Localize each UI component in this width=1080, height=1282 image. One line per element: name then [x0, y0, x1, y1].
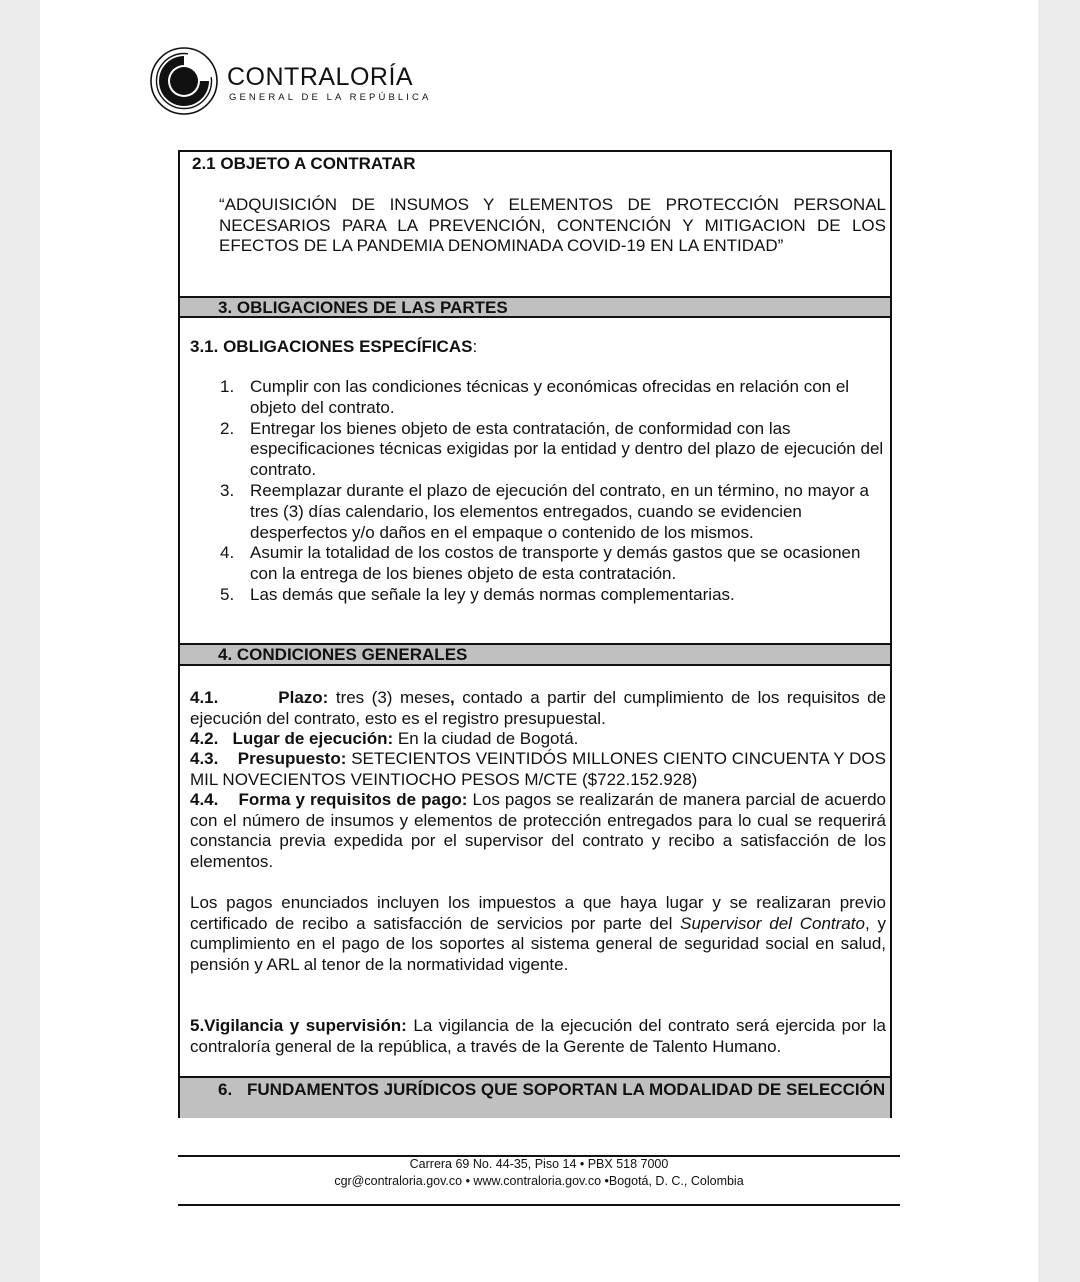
- clause-4-4: 4.4. Forma y requisitos de pago: Los pagos se realizarán de manera parcial de acuerdo con el número de insumos y elementos de protección entregados para lo cual se requerirá constancia previa expedida por el supervisor del contrato y recibo a satisfacción de los elementos.: [190, 790, 886, 871]
- obligations-list: [220, 377, 892, 606]
- section-2-1-title: 2.1 OBJETO A CONTRATAR: [192, 154, 416, 173]
- section-3-1-subtitle: 3.1. OBLIGACIONES ESPECÍFICAS:: [190, 337, 478, 356]
- document-page: [40, 0, 1038, 1282]
- org-name: CONTRALORÍA: [227, 63, 414, 91]
- section-4-header-label: 4. CONDICIONES GENERALES: [218, 645, 468, 664]
- footer-line-2: cgr@contraloria.gov.co • www.contraloria.gov.co •Bogotá, D. C., Colombia: [334, 1174, 744, 1188]
- section-6-num: 6.: [218, 1080, 233, 1099]
- section-6-header-label: FUNDAMENTOS JURÍDICOS QUE SOPORTAN LA MODALIDAD DE SELECCIÓN: [247, 1080, 886, 1099]
- section-6-header: [180, 1076, 890, 1118]
- section-4-header: [180, 643, 890, 666]
- contract-section-box: [178, 150, 892, 1118]
- list-item: 3. Reemplazar durante el plazo de ejecución del contrato, en un término, no mayor a tres (3) días calendario, los elementos entregados, cuando se evidencien desperfectos y/o daños en el empaque o contenido de los mismos.: [220, 480, 869, 542]
- contraloria-emblem-icon: [148, 44, 224, 120]
- footer-line-1: Carrera 69 No. 44-35, Piso 14 • PBX 518 7000: [409, 1157, 669, 1171]
- list-item: 1. Cumplir con las condiciones técnicas y económicas ofrecidas en relación con el objeto del contrato.: [220, 377, 850, 417]
- clause-4-3: 4.3. Presupuesto: SETECIENTOS VEINTIDÓS MILLONES CIENTO CINCUENTA Y DOS MIL NOVECIENTOS VEINTIOCHO PESOS M/CTE ($722.152.928): [190, 749, 886, 789]
- org-subtitle: GENERAL DE LA REPÚBLICA: [229, 92, 432, 103]
- section-5-supervision: 5.Vigilancia y supervisión: La vigilancia de la ejecución del contrato será ejercida por la contraloría general de la república, a través de la Gerente de Talento Humano.: [190, 1016, 886, 1056]
- section-3-header-label: 3. OBLIGACIONES DE LAS PARTES: [218, 298, 508, 317]
- list-item: 2. Entregar los bienes objeto de esta contratación, de conformidad con las especificaciones técnicas exigidas por la entidad y dentro del plazo de ejecución del contrato.: [220, 418, 884, 480]
- footer-divider-bottom: [178, 1204, 900, 1206]
- clause-4-2: 4.2. Lugar de ejecución: En la ciudad de Bogotá.: [190, 729, 579, 748]
- footer-address: [178, 1156, 900, 1190]
- payment-paragraph: Los pagos enunciados incluyen los impuestos a que haya lugar y se realizaran previo certificado de recibo a satisfacción de servicios por parte del Supervisor del Contrato, y cumplimiento en el pago de los soportes al sistema general de seguridad social en salud, pensión y ARL al tenor de la normatividad vigente.: [190, 893, 886, 974]
- list-item: 5. Las demás que señale la ley y demás normas complementarias.: [220, 584, 735, 604]
- contraloria-logo: [148, 44, 448, 120]
- section-2-1-text: “ADQUISICIÓN DE INSUMOS Y ELEMENTOS DE PROTECCIÓN PERSONAL NECESARIOS PARA LA PREVENCIÓN, CONTENCIÓN Y MITIGACION DE LOS EFECTOS DE LA PANDEMIA DENOMINADA COVID-19 EN LA ENTIDAD”: [219, 195, 886, 255]
- list-item: 4. Asumir la totalidad de los costos de transporte y demás gastos que se ocasionen con la entrega de los bienes objeto de esta contratación.: [220, 543, 861, 584]
- section-3-header: [180, 296, 890, 318]
- clause-4-1: 4.1. Plazo: tres (3) meses, contado a partir del cumplimiento de los requisitos de ejecución del contrato, esto es el registro presupuestal.: [190, 688, 886, 728]
